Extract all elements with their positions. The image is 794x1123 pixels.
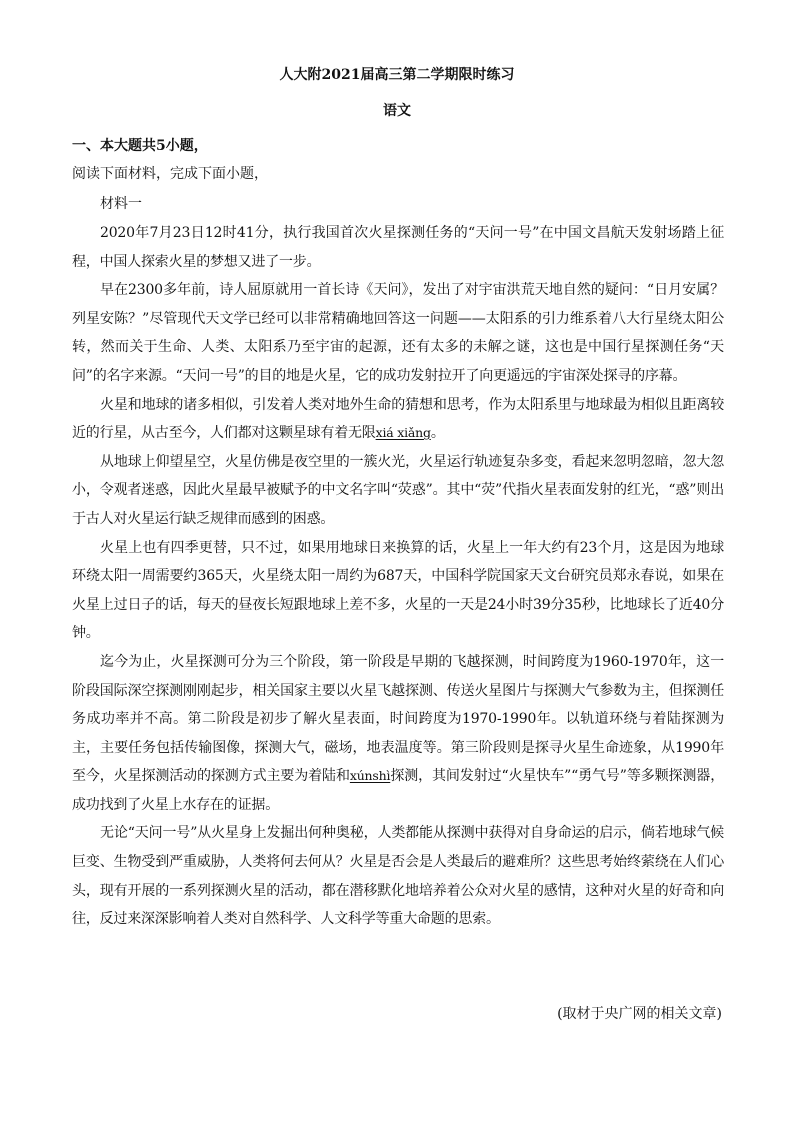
source-citation: (取材于央广网的相关文章) <box>557 1006 722 1022</box>
article-body <box>72 219 724 934</box>
paragraph-text: 2020年7月23日12时41分，执行我国首次火星探测任务的“天问一号”在中国文昌航天发射场踏上征程，中国人探索火星的梦想又进了一步。 <box>72 225 724 270</box>
pinyin-blank: xiá xiǎng <box>375 425 431 441</box>
paragraph <box>72 819 724 933</box>
paragraph-text-tail: 探测，其间发射过“火星快车”“勇气号”等多颗探测器，成功找到了火星上水存在的证据。 <box>72 768 724 813</box>
subject-title: 语文 <box>383 103 411 119</box>
material-label: 材料一 <box>100 196 142 212</box>
section-heading: 一、本大题共5小题， <box>72 138 208 154</box>
paragraph <box>72 219 724 276</box>
paragraph-text: 从地球上仰望星空，火星仿佛是夜空里的一簇火光，火星运行轨迹复杂多变，看起来忽明忽暗，忽大忽小，令观者迷惑，因此火星最早被赋予的中文名字叫“荧惑”。其中“荧”代指火星表面发射的红光，“惑”则出于古人对火星运行缺乏规律而感到的困惑。 <box>72 453 724 527</box>
paragraph-text: 迄今为止，火星探测可分为三个阶段，第一阶段是早期的飞越探测，时间跨度为1960-1970年，这一阶段国际深空探测刚刚起步，相关国家主要以火星飞越探测、传送火星图片与探测大气参数为主，但探测任务成功率并不高。第二阶段是初步了解火星表面，时间跨度为1970-1990年。以轨道环绕与着陆探测为主，主要任务包括传输图像，探测大气，磁场，地表温度等。第三阶段则是探寻火星生命迹象，从1990年至今，火星探测活动的探测方式主要为着陆和 <box>72 653 724 785</box>
paragraph-text: 无论“天问一号”从火星身上发掘出何种奥秘，人类都能从探测中获得对自身命运的启示，倘若地球气候巨变、生物受到严重威胁，人类将何去何从？火星是否会是人类最后的避难所？这些思考始终萦绕在人们心头，现有开展的一系列探测火星的活动，都在潜移默化地培养着公众对火星的感情，这种对火星的好奇和向往，反过来深深影响着人类对自然科学、人文科学等重大命题的思索。 <box>72 825 724 928</box>
paragraph <box>72 534 724 648</box>
paragraph <box>72 276 724 390</box>
paragraph <box>72 448 724 534</box>
exam-title: 人大附2021届高三第二学期限时练习 <box>279 67 515 83</box>
paragraph-text: 火星和地球的诸多相似，引发着人类对地外生命的猜想和思考，作为太阳系里与地球最为相似且距离较近的行星，从古至今，人们都对这颗星球有着无限 <box>72 396 724 442</box>
paragraph <box>72 648 724 820</box>
paragraph-text: 早在2300多年前，诗人屈原就用一首长诗《天问》，发出了对宇宙洪荒天地自然的疑问：“日月安属？列星安陈？”尽管现代天文学已经可以非常精确地回答这一问题——太阳系的引力维系着八大行星绕太阳公转，然而关于生命、人类、太阳系乃至宇宙的起源，还有太多的未解之谜，这也是中国行星探测任务“天问”的名字来源。“天问一号”的目的地是火星，它的成功发射拉开了向更遥远的宇宙深处探寻的序幕。 <box>72 282 724 384</box>
instruction-text: 阅读下面材料，完成下面小题， <box>72 166 268 182</box>
paragraph <box>72 391 724 448</box>
paragraph-text-tail: 。 <box>430 425 445 442</box>
pinyin-blank: xúnshì <box>349 768 391 784</box>
paragraph-text: 火星上也有四季更替，只不过，如果用地球日来换算的话，火星上一年大约有23个月，这是因为地球环绕太阳一周需要约365天，火星绕太阳一周约为687天，中国科学院国家天文台研究员郑永春说，如果在火星上过日子的话，每天的昼夜长短跟地球上差不多，火星的一天是24小时39分35秒，比地球长了近40分钟。 <box>72 539 724 642</box>
